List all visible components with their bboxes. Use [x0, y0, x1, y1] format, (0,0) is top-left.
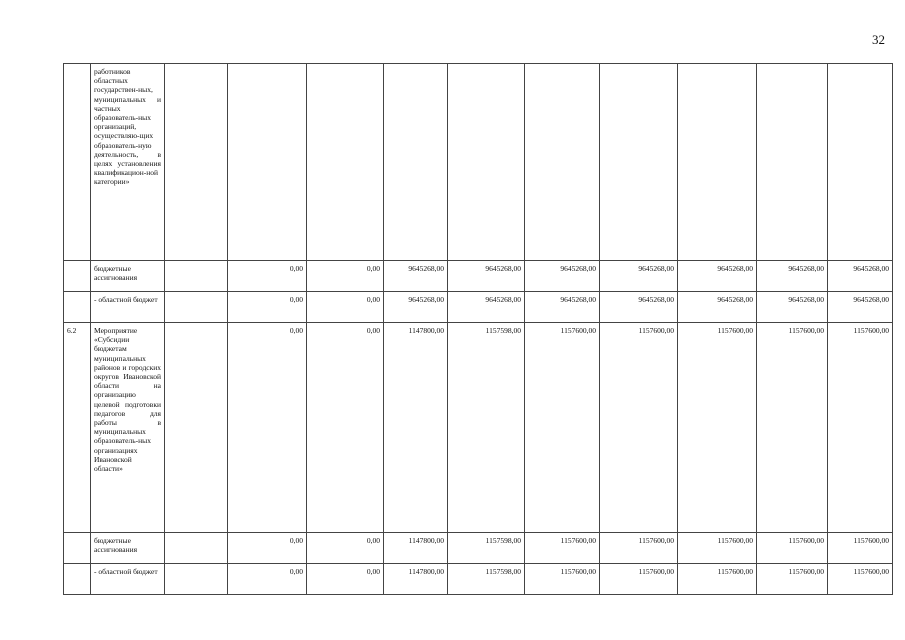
value-cell: 1157600,00	[757, 323, 828, 533]
row-empty-cell	[165, 533, 228, 564]
value-cell: 0,00	[307, 261, 384, 292]
value-cell: 9645268,00	[525, 292, 600, 323]
row-index-cell	[64, 564, 91, 595]
value-cell: 9645268,00	[525, 261, 600, 292]
value-cell: 1157600,00	[757, 564, 828, 595]
table-row	[64, 564, 893, 595]
row-index-cell: 6.2	[64, 323, 91, 533]
value-cell: 9645268,00	[828, 292, 893, 323]
value-cell: 9645268,00	[678, 261, 757, 292]
value-cell: 0,00	[228, 323, 307, 533]
value-cell: 1147800,00	[384, 323, 448, 533]
table-row	[64, 292, 893, 323]
value-cell: 1147800,00	[384, 533, 448, 564]
value-cell: 1157600,00	[600, 533, 678, 564]
value-cell: 1157600,00	[525, 564, 600, 595]
value-cell: 1157600,00	[600, 564, 678, 595]
value-cell: 9645268,00	[600, 261, 678, 292]
table-row	[64, 261, 893, 292]
value-cell	[600, 64, 678, 261]
value-cell: 0,00	[228, 261, 307, 292]
value-cell: 9645268,00	[600, 292, 678, 323]
value-cell: 1157600,00	[828, 564, 893, 595]
row-empty-cell	[165, 292, 228, 323]
row-index-cell	[64, 261, 91, 292]
value-cell: 0,00	[228, 533, 307, 564]
value-cell: 0,00	[228, 292, 307, 323]
table-row	[64, 323, 893, 533]
value-cell	[448, 64, 525, 261]
row-index-cell	[64, 533, 91, 564]
value-cell: 1157600,00	[678, 564, 757, 595]
row-description-cell: Мероприятие «Субсидии бюджетам муниципальных районов и городских округов Ивановской области на организацию целевой подготовки педагогов для работы в муниципальных образователь-ных организациях Ивановской области»	[91, 323, 165, 533]
row-index-cell	[64, 64, 91, 261]
value-cell: 1157600,00	[600, 323, 678, 533]
row-empty-cell	[165, 261, 228, 292]
row-empty-cell	[165, 323, 228, 533]
value-cell: 0,00	[307, 564, 384, 595]
value-cell: 0,00	[228, 564, 307, 595]
value-cell: 1157600,00	[757, 533, 828, 564]
value-cell	[828, 64, 893, 261]
value-cell: 9645268,00	[757, 261, 828, 292]
page-number: 32	[872, 32, 885, 47]
value-cell	[525, 64, 600, 261]
row-description-cell: - областной бюджет	[91, 564, 165, 595]
table-row	[64, 64, 893, 261]
table-row	[64, 533, 893, 564]
value-cell: 9645268,00	[448, 261, 525, 292]
budget-table	[63, 63, 893, 595]
value-cell	[384, 64, 448, 261]
value-cell: 1157600,00	[828, 533, 893, 564]
value-cell: 9645268,00	[384, 292, 448, 323]
value-cell: 1157600,00	[678, 323, 757, 533]
row-description-cell: работников областных государствен-ных, муниципальных и частных образователь-ных организаций, осуществляю-щих образователь-ную деятельность, в целях установления квалификацион-ной категории»	[91, 64, 165, 261]
value-cell: 1157600,00	[828, 323, 893, 533]
value-cell: 1157600,00	[525, 533, 600, 564]
value-cell	[757, 64, 828, 261]
row-description-cell: - областной бюджет	[91, 292, 165, 323]
value-cell: 0,00	[307, 292, 384, 323]
row-description-cell: бюджетные ассигнования	[91, 533, 165, 564]
value-cell: 1157598,00	[448, 323, 525, 533]
value-cell: 1157598,00	[448, 533, 525, 564]
value-cell: 0,00	[307, 533, 384, 564]
value-cell: 9645268,00	[757, 292, 828, 323]
value-cell: 1157600,00	[525, 323, 600, 533]
value-cell	[678, 64, 757, 261]
row-empty-cell	[165, 64, 228, 261]
value-cell	[307, 64, 384, 261]
value-cell: 9645268,00	[448, 292, 525, 323]
value-cell	[228, 64, 307, 261]
value-cell: 1147800,00	[384, 564, 448, 595]
value-cell: 1157600,00	[678, 533, 757, 564]
value-cell: 9645268,00	[678, 292, 757, 323]
row-index-cell	[64, 292, 91, 323]
value-cell: 9645268,00	[828, 261, 893, 292]
row-description-cell: бюджетные ассигнования	[91, 261, 165, 292]
row-empty-cell	[165, 564, 228, 595]
value-cell: 1157598,00	[448, 564, 525, 595]
value-cell: 0,00	[307, 323, 384, 533]
value-cell: 9645268,00	[384, 261, 448, 292]
